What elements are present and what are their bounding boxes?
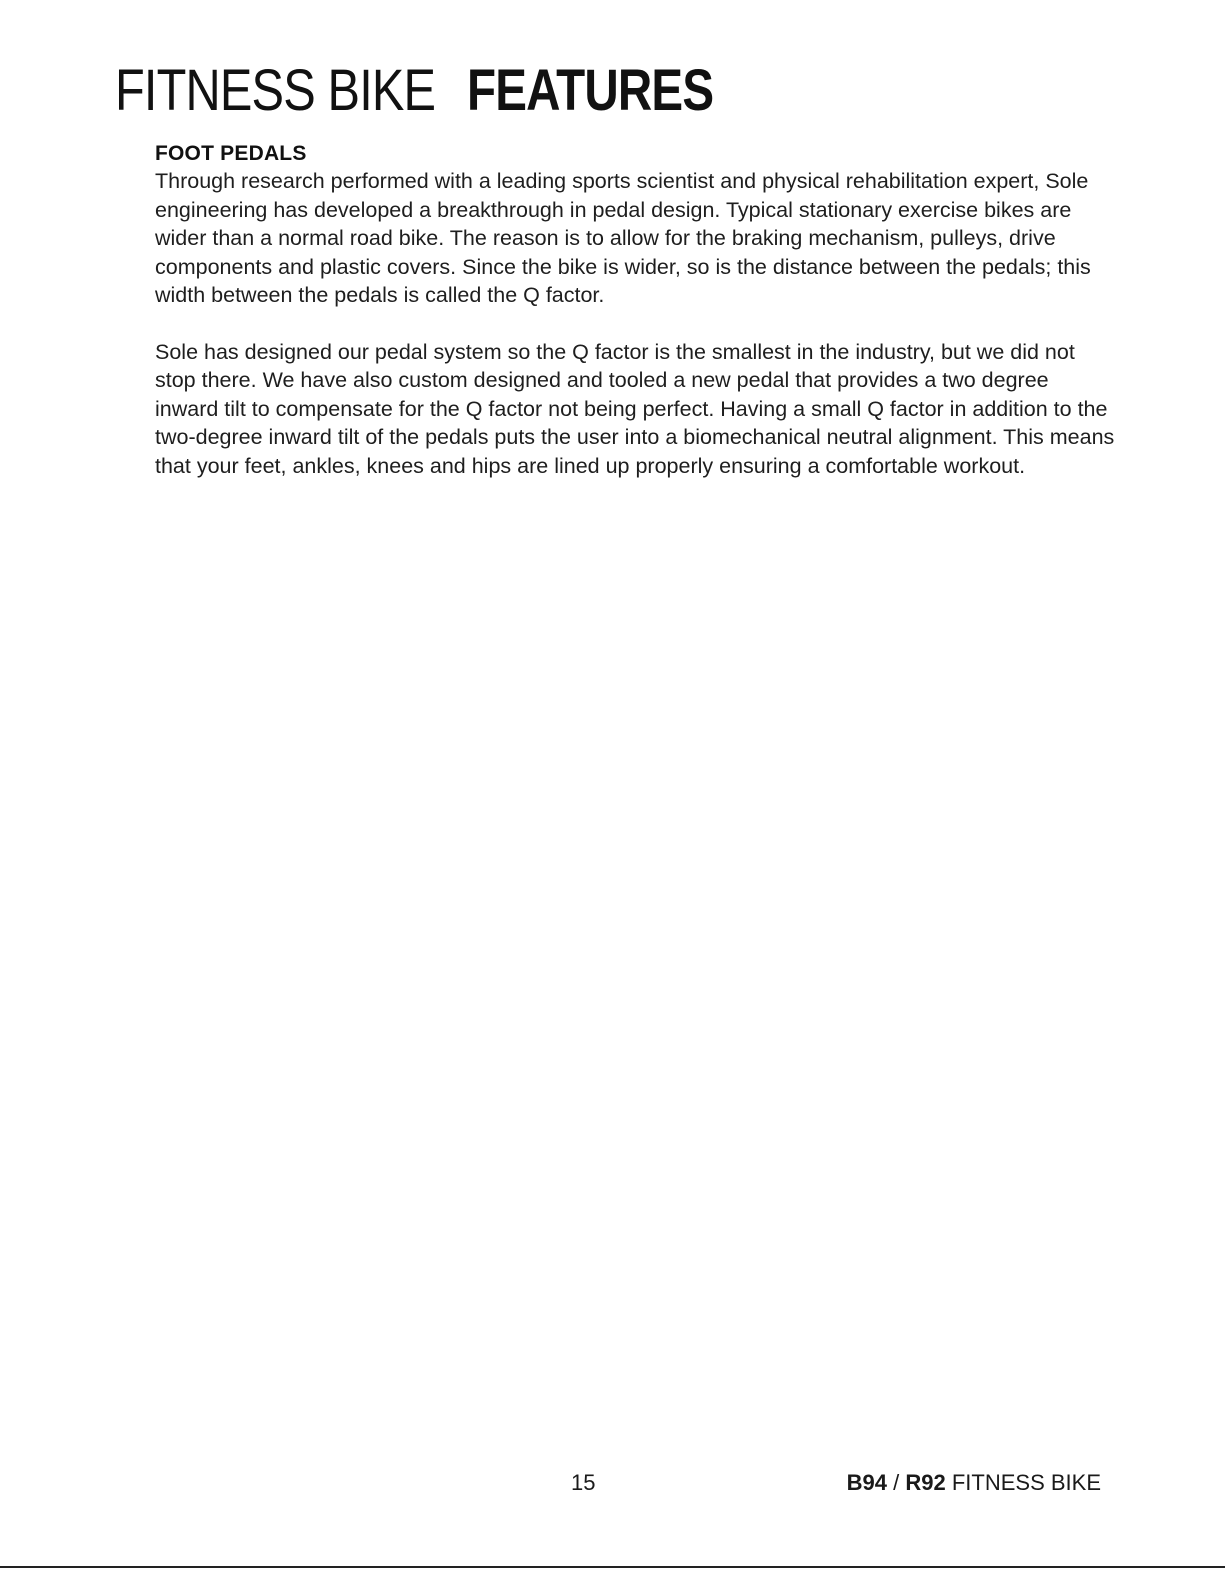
footer-product: FITNESS BIKE	[945, 1470, 1101, 1495]
footer-separator: /	[887, 1470, 906, 1495]
footer-model-b: R92	[905, 1470, 946, 1495]
page-number: 15	[571, 1470, 596, 1495]
footer-model-a: B94	[846, 1470, 888, 1495]
page-title-bold: FEATURES	[467, 58, 714, 123]
section-heading: FOOT PEDALS	[155, 142, 307, 165]
foot-pedals-section	[155, 141, 1115, 480]
page-title	[115, 58, 768, 123]
page-bottom-border	[0, 1566, 1225, 1568]
page-title-light: FITNESS BIKE	[115, 58, 436, 123]
footer-model-label	[847, 1470, 1101, 1496]
paragraph-1: Through research performed with a leading sports scientist and physical rehabilitation expert, Sole engineering has developed a breakthrough in pedal design. Typical stationary exercise bikes are wider than a normal road bike. The reason is to allow for the braking mechanism, pulleys, drive components and plastic covers. Since the bike is wider, so is the distance between the pedals; this width between the pedals is called the Q factor.	[155, 169, 1091, 307]
paragraph-2: Sole has designed our pedal system so the Q factor is the smallest in the industry, but we did not stop there. We have also custom designed and tooled a new pedal that provides a two degree inward tilt to compensate for the Q factor not being perfect. Having a small Q factor in addition to the two-degree inward tilt of the pedals puts the user into a biomechanical neutral alignment. This means that your feet, ankles, knees and hips are lined up properly ensuring a comfortable workout.	[155, 339, 1115, 478]
page-footer	[0, 1470, 1225, 1500]
